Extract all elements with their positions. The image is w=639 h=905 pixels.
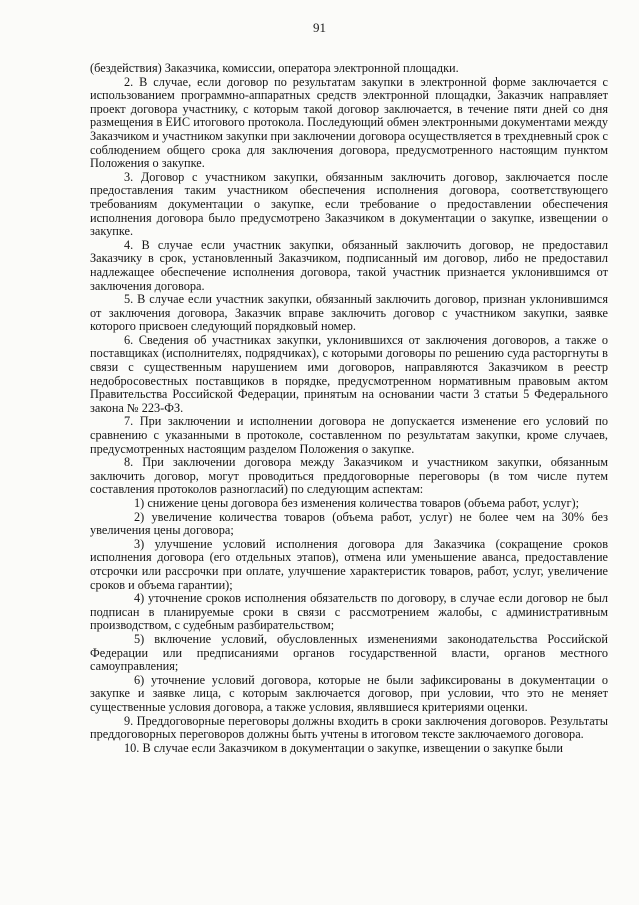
paragraph-2: 2. В случае, если договор по результатам закупки в электронной форме заключается с использованием программно-аппаратных средств электронной площадки, Заказчик направляет проект договора участнику, с которым такой договор заключается, в течение пяти дней со дня размещения в ЕИС итогового протокола. Последующий обмен электронными документами между Заказчиком и участником закупки при заключении договора осуществляется в трехдневный срок с соблюдением общего срока для заключения договора, предусмотренного настоящим пунктом Положения о закупке. bbox=[90, 74, 608, 171]
paragraph-5: 5. В случае если участник закупки, обязанный заключить договор, признан уклонившимся от заключения договора, Заказчик вправе заключить договор с участником закупки, заявке которого присвоен следующий порядковый номер. bbox=[90, 292, 608, 334]
paragraph-9: 9. Преддоговорные переговоры должны входить в сроки заключения договоров. Результаты преддоговорных переговоров должны быть учтены в итоговом тексте заключаемого договора. bbox=[90, 713, 608, 742]
paragraph-3: 3. Договор с участником закупки, обязанным заключить договор, заключается после предоставления таким участником обеспечения исполнения договора, соответствующего требованиям документации о закупке, если требование о предоставлении обеспечения исполнения договора было предусмотрено Заказчиком в документации о закупке, извещении о закупке. bbox=[90, 169, 608, 239]
list-item-2: 2) увеличение количества товаров (объема работ, услуг) не более чем на 30% без увеличения цены договора; bbox=[90, 509, 608, 538]
list-item-5: 5) включение условий, обусловленных изменениями законодательства Российской Федерации или предписаниями органов государственной власти, органов местного самоуправления; bbox=[90, 631, 608, 674]
paragraph-continuation: (бездействия) Заказчика, комиссии, оператора электронной площадки. bbox=[90, 61, 459, 75]
list-item-4: 4) уточнение сроков исполнения обязательств по договору, в случае если договор не был подписан в планируемые сроки в связи с рассмотрением жалобы, с административным производством, с судебным разбирательством; bbox=[90, 591, 608, 633]
paragraph-10: 10. В случае если Заказчиком в документации о закупке, извещении о закупке были bbox=[124, 740, 563, 755]
page-number: 91 bbox=[313, 20, 326, 35]
document-body bbox=[90, 62, 608, 755]
list-item-3: 3) улучшение условий исполнения договора для Заказчика (сокращение сроков исполнения договора (его отдельных этапов), отмена или уменьшение аванса, предоставление отсрочки или рассрочки при оплате, улучшение характеристик товаров, работ, услуг, увеличение сроков и объема гарантии); bbox=[90, 536, 608, 592]
paragraph-6: 6. Сведения об участниках закупки, уклонившихся от заключения договоров, а также о поставщиках (исполнителях, подрядчиках), с которыми договоры по решению суда расторгнуты в связи с существенным нарушением ими договоров, направляются Заказчиком в реестр недобросовестных поставщиков в порядке, предусмотренном нормативным правовым актом Правительства Российской Федерации, принятым на основании части 3 статьи 5 Федерального закона № 223-ФЗ. bbox=[90, 332, 608, 415]
paragraph-8: 8. При заключении договора между Заказчиком и участником закупки, обязанным заключить договор, могут проводиться преддоговорные переговоры (в том числе путем составления протоколов разногласий) по следующим аспектам: bbox=[90, 455, 608, 497]
paragraph-4: 4. В случае если участник закупки, обязанный заключить договор, не предоставил Заказчику в срок, установленный Заказчиком, подписанный им договор, либо не предоставил надлежащее обеспечение исполнения договора, такой участник признается уклонившимся от заключения договора. bbox=[90, 237, 608, 293]
paragraph-7: 7. При заключении и исполнении договора не допускается изменение его условий по сравнению с указанными в протоколе, составленном по результатам закупки, кроме случаев, предусмотренных настоящим разделом Положения о закупке. bbox=[90, 414, 608, 456]
list-item-6: 6) уточнение условий договора, которые не были зафиксированы в документации о закупке и заявке лица, с которым заключается договор, при условии, что это не меняет существенные условия договора, а также условия, являвшиеся критериями оценки. bbox=[90, 672, 608, 714]
list-item-1: 1) снижение цены договора без изменения количества товаров (объема работ, услуг); bbox=[134, 496, 580, 510]
